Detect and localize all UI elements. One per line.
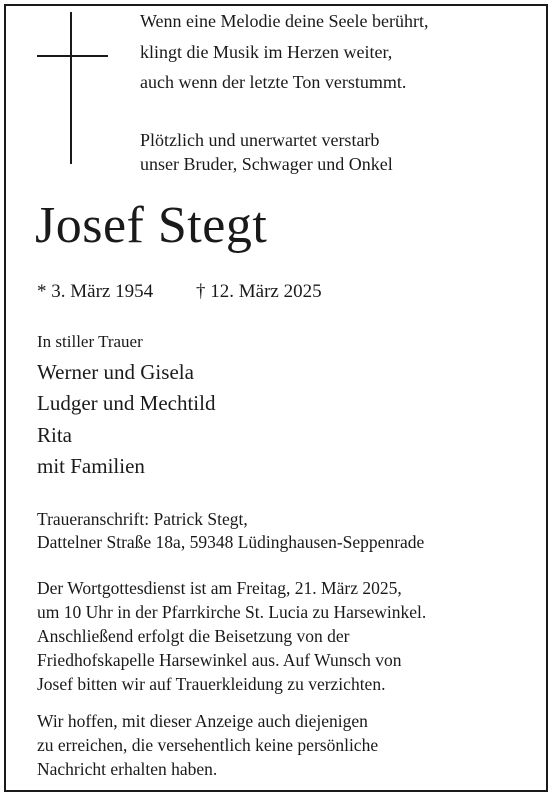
- deceased-name: Josef Stegt: [35, 197, 268, 254]
- closing-line-2: zu erreichen, die versehentlich keine persönliche: [37, 735, 379, 755]
- intro-line-1: Plötzlich und unerwartet verstarb: [140, 130, 380, 150]
- mourner-name: Rita: [37, 423, 72, 447]
- intro-line-2: unser Bruder, Schwager und Onkel: [140, 154, 393, 174]
- birth-date: * 3. März 1954: [37, 281, 154, 302]
- mourner-name: Werner und Gisela: [37, 360, 194, 384]
- address-line-2: Dattelner Straße 18a, 59348 Lüdinghausen-Seppenrade: [37, 532, 425, 552]
- service-line-4: Friedhofskapelle Harsewinkel aus. Auf Wunsch von: [37, 650, 402, 670]
- closing-line-3: Nachricht erhalten haben.: [37, 759, 218, 779]
- cross-horizontal-bar: [37, 55, 108, 57]
- closing-line-1: Wir hoffen, mit dieser Anzeige auch diejenigen: [37, 711, 368, 731]
- service-line-2: um 10 Uhr in der Pfarrkirche St. Lucia zu Harsewinkel.: [37, 602, 427, 622]
- service-line-5: Josef bitten wir auf Trauerkleidung zu verzichten.: [37, 674, 386, 694]
- mourning-heading: In stiller Trauer: [37, 332, 143, 351]
- service-line-3: Anschließend erfolgt die Beisetzung von der: [37, 626, 350, 646]
- death-date: † 12. März 2025: [196, 281, 322, 302]
- mourner-name: Ludger und Mechtild: [37, 391, 216, 415]
- poem-line-1: Wenn eine Melodie deine Seele berührt,: [140, 11, 429, 31]
- address-line-1: Traueranschrift: Patrick Stegt,: [37, 509, 248, 529]
- cross-vertical-bar: [70, 12, 72, 164]
- poem-line-3: auch wenn der letzte Ton verstummt.: [140, 72, 407, 92]
- mourner-name: mit Familien: [37, 454, 145, 478]
- service-line-1: Der Wortgottesdienst ist am Freitag, 21. März 2025,: [37, 578, 402, 598]
- poem-line-2: klingt die Musik im Herzen weiter,: [140, 42, 393, 62]
